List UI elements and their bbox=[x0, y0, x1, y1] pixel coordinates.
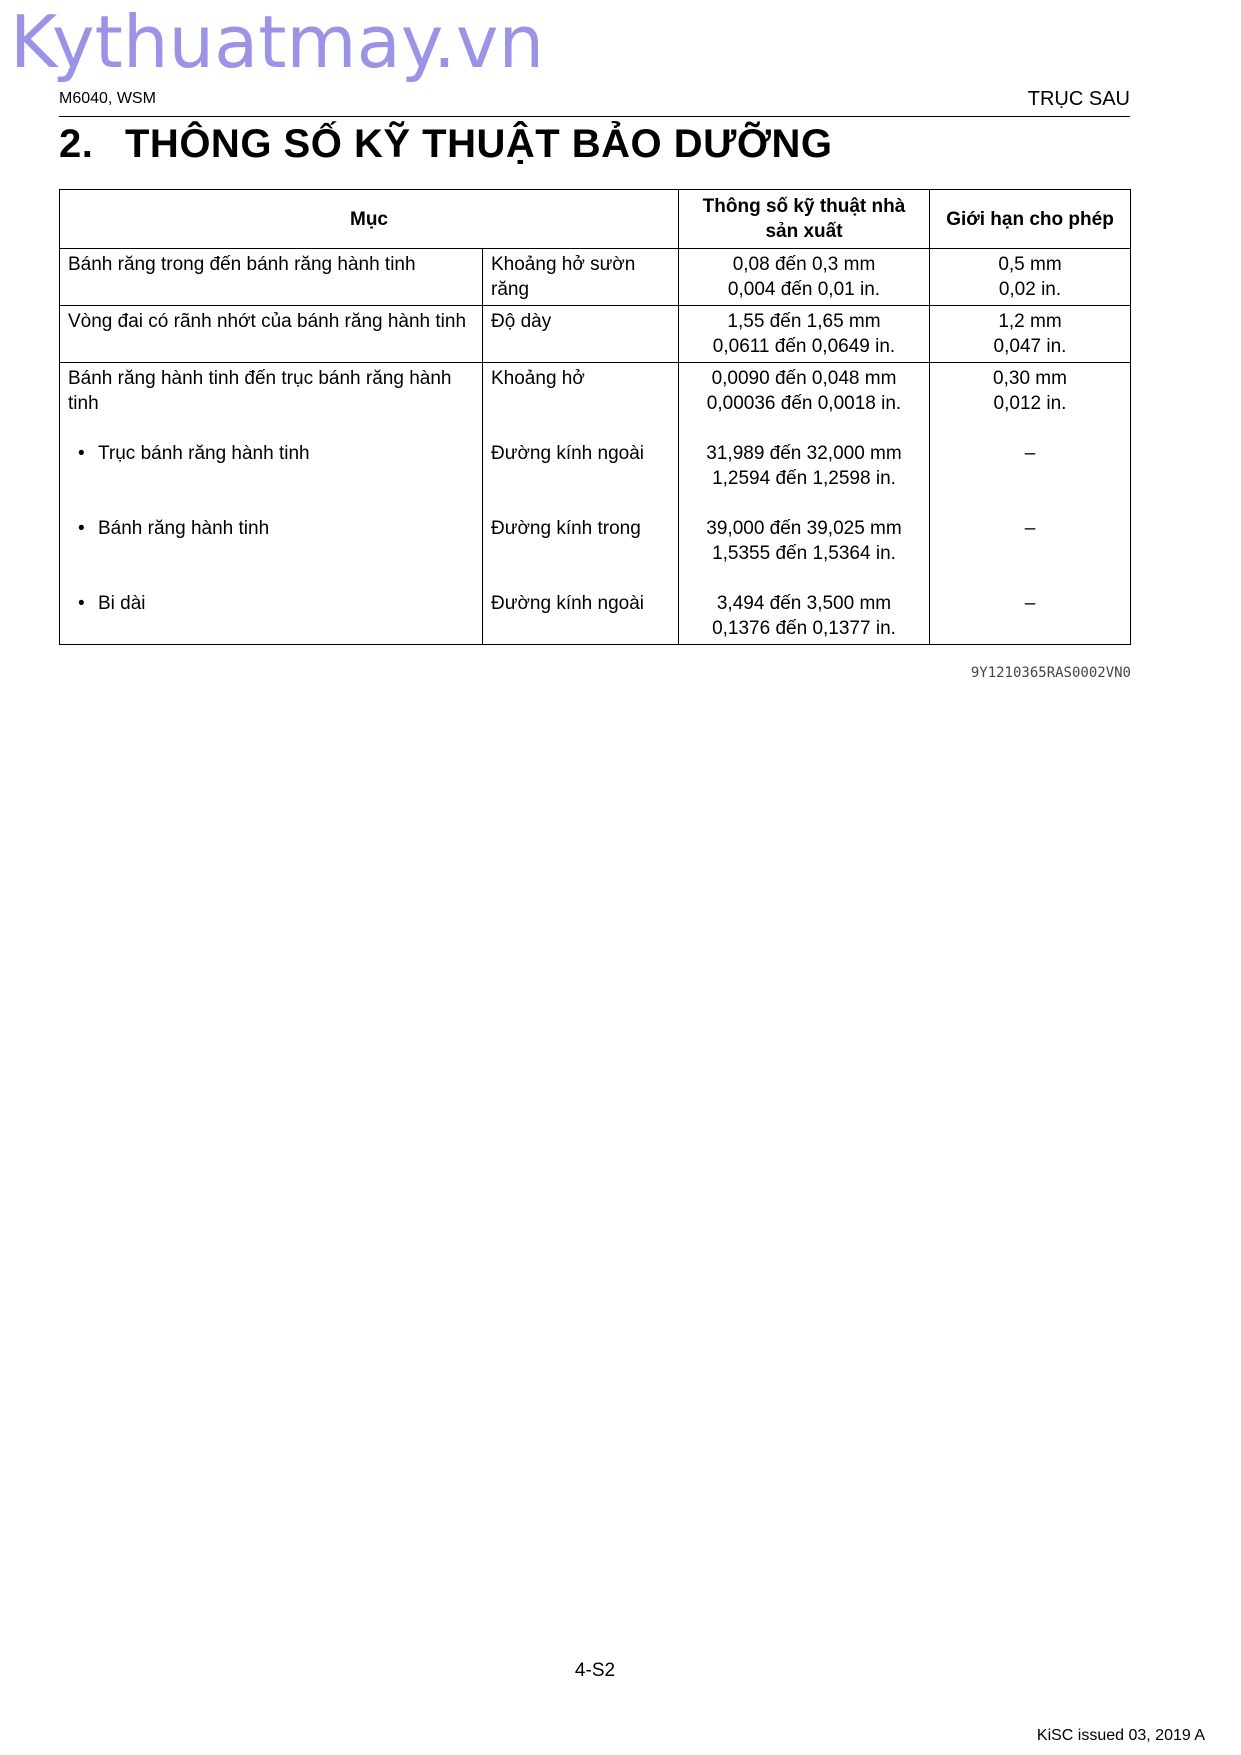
header-divider bbox=[59, 116, 1130, 117]
limit-imperial: 0,047 in. bbox=[993, 336, 1067, 357]
limit-metric: 0,5 mm bbox=[998, 254, 1062, 275]
title-text: THÔNG SỐ KỸ THUẬT BẢO DƯỠNG bbox=[125, 122, 833, 166]
subitem-sub: Đường kính trong bbox=[491, 518, 641, 539]
spec-metric: 1,55 đến 1,65 mm bbox=[727, 311, 881, 332]
table-row bbox=[60, 249, 1131, 306]
group-sub: Khoảng hở bbox=[491, 368, 585, 389]
spec-metric: 0,08 đến 0,3 mm bbox=[732, 254, 876, 275]
row-sub: Khoảng hở sườn răng bbox=[483, 249, 679, 306]
spec-metric: 39,000 đến 39,025 mm bbox=[706, 518, 902, 539]
title-number: 2. bbox=[59, 122, 94, 166]
limit-none: – bbox=[1024, 593, 1036, 614]
header-model: M6040, WSM bbox=[59, 90, 156, 107]
row-item: Vòng đai có rãnh nhớt của bánh răng hành tinh bbox=[60, 306, 483, 363]
limit-none: – bbox=[1024, 443, 1036, 464]
document-code: 9Y1210365RAS0002VN0 bbox=[970, 665, 1131, 681]
row-limit bbox=[930, 249, 1131, 306]
page-number: 4-S2 bbox=[574, 1660, 616, 1681]
spec-table bbox=[59, 189, 1131, 645]
table-row bbox=[60, 306, 1131, 363]
limit-imperial: 0,012 in. bbox=[993, 393, 1067, 414]
limit-imperial: 0,02 in. bbox=[998, 279, 1062, 300]
spec-imperial: 0,00036 đến 0,0018 in. bbox=[706, 393, 902, 414]
limit-metric: 0,30 mm bbox=[993, 368, 1067, 389]
limit-none: – bbox=[1024, 518, 1036, 539]
group-limit-cell bbox=[930, 363, 1131, 645]
table-header-row bbox=[60, 190, 1131, 249]
spec-imperial: 0,004 đến 0,01 in. bbox=[727, 279, 881, 300]
spec-imperial: 1,5355 đến 1,5364 in. bbox=[712, 543, 896, 564]
header-spec: Thông số kỹ thuật nhà sản xuất bbox=[679, 190, 930, 249]
group-spec-cell bbox=[679, 363, 930, 645]
spec-metric: 0,0090 đến 0,048 mm bbox=[711, 368, 897, 389]
group-item: Bánh răng hành tinh đến trục bánh răng hành tinh bbox=[68, 368, 452, 414]
header-section: TRỤC SAU bbox=[1027, 88, 1130, 110]
subitem-shaft: • Trục bánh răng hành tinh bbox=[78, 443, 310, 464]
spec-imperial: 0,1376 đến 0,1377 in. bbox=[712, 618, 896, 639]
subitem-sub: Đường kính ngoài bbox=[491, 593, 644, 614]
page-title bbox=[59, 122, 832, 167]
watermark-logo: Kythuatmay.vn bbox=[10, 0, 545, 84]
group-sub-cell bbox=[483, 363, 679, 645]
spec-imperial: 0,0611 đến 0,0649 in. bbox=[712, 336, 896, 357]
subitem-gear: • Bánh răng hành tinh bbox=[78, 518, 270, 539]
spec-metric: 3,494 đến 3,500 mm bbox=[716, 593, 892, 614]
group-item-cell bbox=[60, 363, 483, 645]
limit-metric: 1,2 mm bbox=[998, 311, 1062, 332]
row-item: Bánh răng trong đến bánh răng hành tinh bbox=[60, 249, 483, 306]
spec-imperial: 1,2594 đến 1,2598 in. bbox=[712, 468, 896, 489]
row-spec bbox=[679, 249, 930, 306]
subitem-sub: Đường kính ngoài bbox=[491, 443, 644, 464]
row-limit bbox=[930, 306, 1131, 363]
header-item: Mục bbox=[60, 190, 679, 249]
header-limit: Giới hạn cho phép bbox=[930, 190, 1131, 249]
footer-issue: KiSC issued 03, 2019 A bbox=[1036, 1727, 1205, 1744]
spec-metric: 31,989 đến 32,000 mm bbox=[706, 443, 902, 464]
table-row-group bbox=[60, 363, 1131, 645]
row-sub: Độ dày bbox=[483, 306, 679, 363]
subitem-needle: • Bi dài bbox=[78, 593, 146, 614]
row-spec bbox=[679, 306, 930, 363]
